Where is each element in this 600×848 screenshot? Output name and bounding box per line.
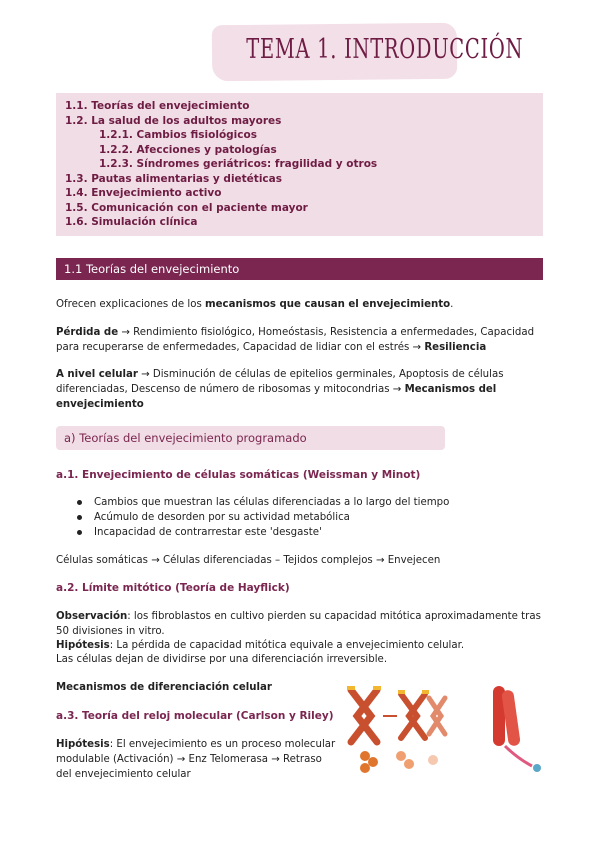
bullet-icon (77, 515, 82, 520)
diff-heading: Mecanismos de diferenciación celular (56, 682, 272, 693)
page-title: TEMA 1. INTRODUCCIÓN (246, 34, 524, 65)
dna-strand-icon (505, 746, 532, 766)
intro-paragraph (56, 297, 543, 312)
a2-line3: Las células dejan de dividirse por una diferenciación irreversible. (56, 654, 388, 665)
bullet-icon (77, 500, 82, 505)
celular-paragraph (56, 367, 543, 412)
enzyme-icon (533, 764, 541, 772)
obs-label: Observación (56, 611, 128, 622)
toc-item: 1.2.3. Síndromes geriátricos: fragilidad y otros (99, 158, 378, 170)
subsection-title: a) Teorías del envejecimiento programado (64, 431, 307, 445)
a2-heading: a.2. Límite mitótico (Teoría de Hayflick) (56, 582, 290, 594)
a1-heading: a.1. Envejecimiento de células somáticas (Weissman y Minot) (56, 469, 421, 481)
obs-text: : los fibroblastos en cultivo pierden su capacidad mitótica aproximadamente tras 50 divisiones in vitro. (56, 611, 541, 637)
chromosome-icon (429, 698, 445, 734)
hip-label: Hipótesis (56, 640, 110, 651)
toc-item: 1.1. Teorías del envejecimiento (65, 100, 250, 112)
toc-item: 1.6. Simulación clínica (65, 216, 198, 228)
a1-chain: Células somáticas → Células diferenciadas – Tejidos complejos → Envejecen (56, 555, 441, 566)
perdida-label: Pérdida de (56, 327, 119, 338)
chromosome-icon (493, 686, 521, 747)
perdida-paragraph (56, 325, 543, 355)
table-of-contents (56, 93, 543, 236)
a3-heading: a.3. Teoría del reloj molecular (Carlson y Riley) (56, 710, 334, 722)
bullet-text: Acúmulo de desorden por su actividad metabólica (94, 512, 350, 523)
bullet-icon (77, 530, 82, 535)
perdida-text: → Rendimiento fisiológico, Homeóstasis, Resistencia a enfermedades, Capacidad para recuperarse de enfermedades, Capacidad de lidiar con el estrés → (56, 327, 535, 353)
perdida-bold-end: Resiliencia (424, 342, 487, 353)
hip-text: : La pérdida de capacidad mitótica equivale a envejecimiento celular. (109, 640, 465, 651)
chromosome-icon (398, 690, 429, 738)
list-item (77, 497, 449, 508)
a2-hipotesis (56, 638, 543, 653)
toc-item: 1.2.2. Afecciones y patologías (99, 144, 277, 156)
list-item (77, 527, 322, 538)
a2-observacion (56, 609, 543, 639)
section-title: 1.1 Teorías del envejecimiento (64, 262, 240, 276)
celular-label: A nivel celular (56, 369, 138, 380)
bullet-text: Incapacidad de contrarrestar este 'desgaste' (94, 527, 322, 538)
chromosome-illustration (343, 678, 448, 778)
toc-item: 1.5. Comunicación con el paciente mayor (65, 202, 308, 214)
a3-hipotesis (56, 737, 336, 782)
a3-hip-text: : El envejecimiento es un proceso molecular modulable (Activación) → Enz Telomerasa → Retraso del envejecimiento celular (56, 739, 336, 780)
intro-end: . (450, 299, 454, 310)
telomere-illustration (487, 678, 547, 778)
toc-item: 1.2. La salud de los adultos mayores (65, 115, 282, 127)
intro-text: Ofrecen explicaciones de los (56, 299, 206, 310)
celular-text: → Disminución de células de epitelios germinales, Apoptosis de células diferenciadas, Descenso de número de ribosomas y mitocondrias → (56, 369, 504, 395)
toc-item: 1.3. Pautas alimentarias y dietéticas (65, 173, 282, 185)
intro-bold: mecanismos que causan el envejecimiento (205, 299, 451, 310)
chromosome-icon (347, 686, 381, 742)
list-item (77, 512, 350, 523)
toc-item: 1.4. Envejecimiento activo (65, 187, 222, 199)
toc-item: 1.2.1. Cambios fisiológicos (99, 129, 257, 141)
a3-hip-label: Hipótesis (56, 739, 110, 750)
bullet-text: Cambios que muestran las células diferenciadas a lo largo del tiempo (94, 497, 450, 508)
cell-icon (360, 751, 438, 773)
celular-bold-end: Mecanismos del envejecimiento (56, 384, 497, 410)
